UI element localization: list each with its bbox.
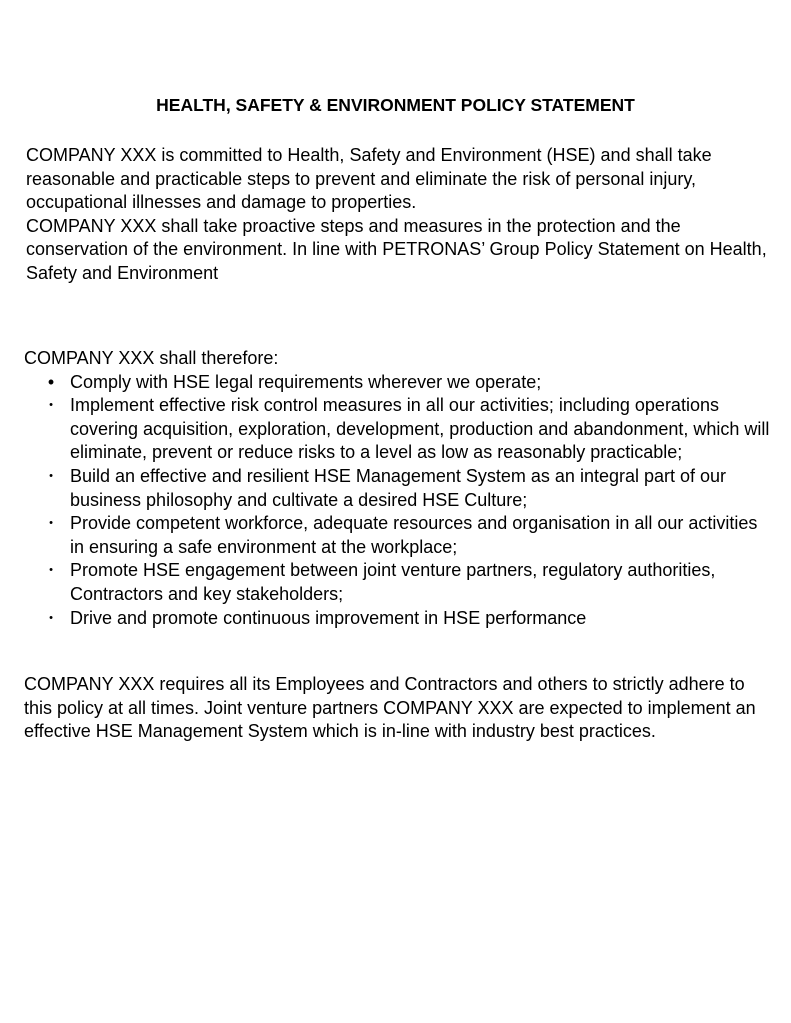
intro-paragraph-commitment: COMPANY XXX is committed to Health, Safety and Environment (HSE) and shall take reasonable and practicable steps to prevent and eliminate the risk of personal injury, occupational illnesses and damage to properties.: [26, 145, 712, 213]
list-item: [24, 394, 776, 465]
bullet-icon: •: [49, 399, 53, 412]
bullet-icon: •: [49, 469, 53, 482]
page-title: HEALTH, SAFETY & ENVIRONMENT POLICY STATEMENT: [156, 95, 635, 115]
commitments-section: [24, 347, 776, 637]
intro-paragraph-environment: COMPANY XXX shall take proactive steps and measures in the protection and the conservation of the environment. In line with PETRONAS’ Group Policy Statement on Health, Safety and Environment: [26, 215, 767, 283]
list-item-text: Promote HSE engagement between joint venture partners, regulatory authorities, Contractors and key stakeholders;: [70, 560, 716, 604]
commitments-lead: COMPANY XXX shall therefore:: [24, 348, 279, 368]
commitments-list: [24, 371, 776, 631]
intro-section: [26, 144, 776, 286]
bullet-icon: •: [49, 564, 53, 577]
list-item-text: Implement effective risk control measures in all our activities; including operations covering acquisition, exploration, development, production and abandonment, which will eliminate, prevent or reduce risks to a level as low as reasonably practicable;: [70, 395, 770, 463]
list-item-text: Build an effective and resilient HSE Management System as an integral part of our business philosophy and cultivate a desired HSE Culture;: [70, 465, 727, 510]
list-item-text: Comply with HSE legal requirements wherever we operate;: [70, 371, 542, 392]
list-item: [24, 512, 776, 559]
bullet-icon: •: [49, 611, 53, 624]
bullet-icon: •: [49, 517, 53, 530]
list-item: [24, 607, 776, 631]
list-item-text: Drive and promote continuous improvement in HSE performance: [70, 607, 587, 628]
list-item: [24, 371, 776, 395]
closing-paragraph: COMPANY XXX requires all its Employees and Contractors and others to strictly adhere to this policy at all times. Joint venture partners COMPANY XXX are expected to implement an effective HSE Management System which is in-line with industry best practices.: [24, 674, 756, 742]
list-item: [24, 465, 776, 512]
list-item: [24, 559, 776, 606]
bullet-icon: •: [47, 371, 55, 392]
list-item-text: Provide competent workforce, adequate resources and organisation in all our activities in ensuring a safe environment at the workplace;: [70, 513, 758, 557]
